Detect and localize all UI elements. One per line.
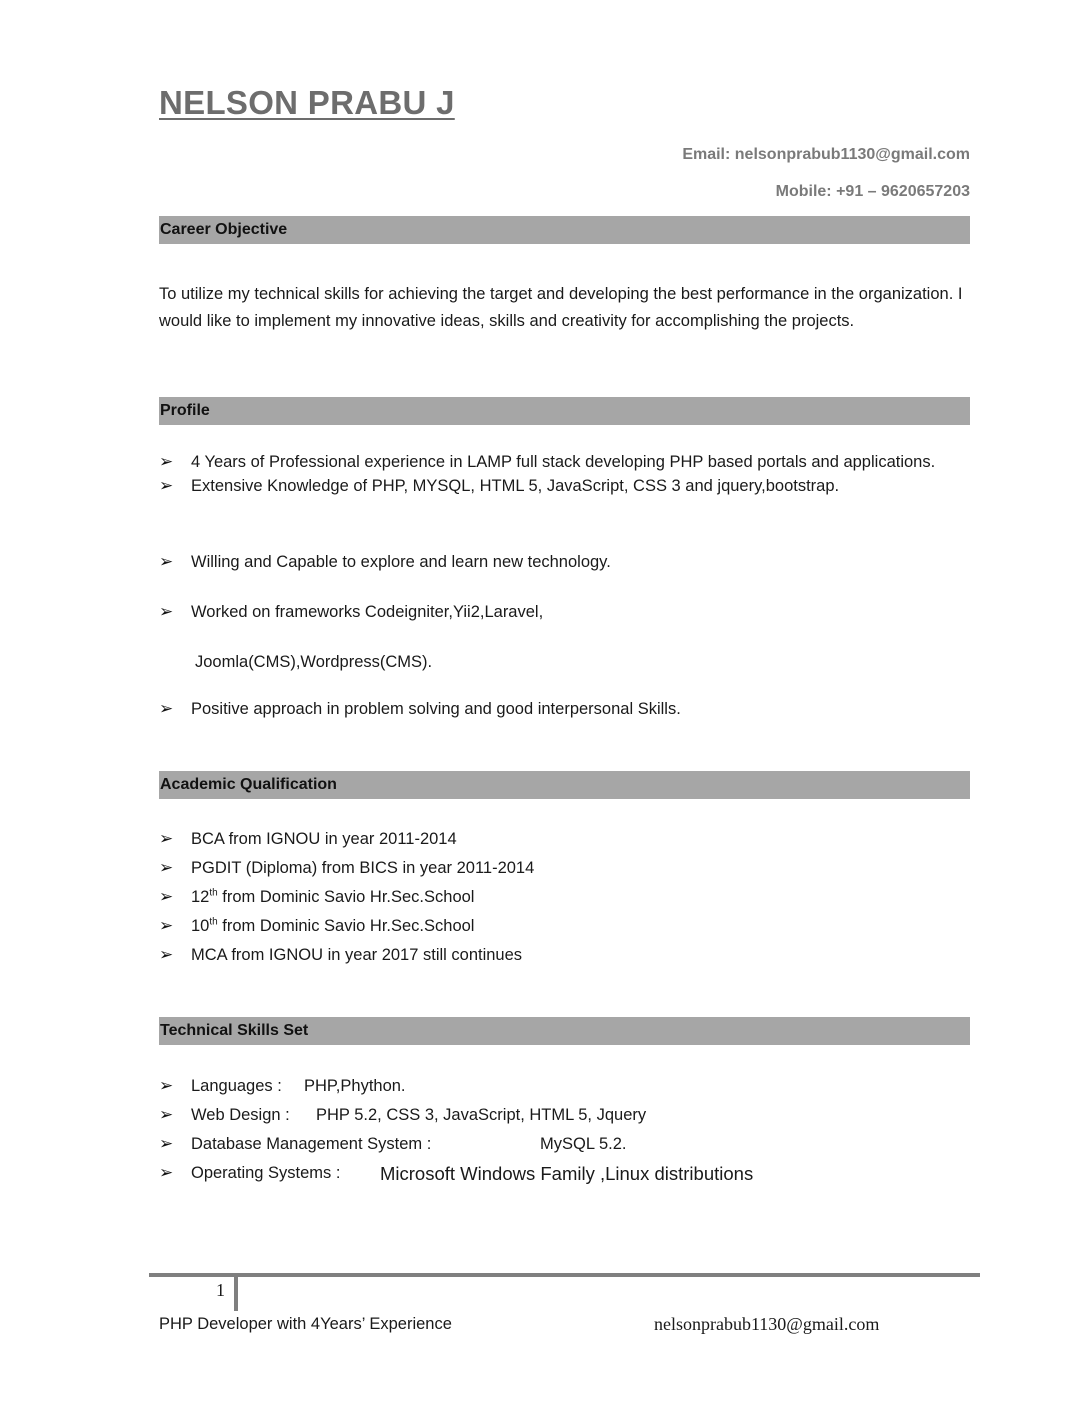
list-item: ➢ Willing and Capable to explore and learn new technology. <box>159 552 611 572</box>
list-item: ➢ Extensive Knowledge of PHP, MYSQL, HTML 5, JavaScript, CSS 3 and jquery,bootstrap. <box>159 476 840 496</box>
section-header-career-objective: Career Objective <box>159 216 970 244</box>
profile-list <box>159 550 970 574</box>
academic-list <box>159 825 970 970</box>
section-header-technical-skills: Technical Skills Set <box>159 1017 970 1045</box>
arrow-bullet-icon: ➢ <box>159 1163 174 1183</box>
list-item <box>159 1072 970 1101</box>
list-item: ➢ Positive approach in problem solving and good interpersonal Skills. <box>159 699 681 719</box>
skill-value: MySQL 5.2. <box>540 1135 627 1153</box>
skill-value: Microsoft Windows Family ,Linux distributions <box>380 1163 754 1184</box>
profile-list <box>159 697 970 721</box>
arrow-bullet-icon: ➢ <box>159 829 174 849</box>
list-item <box>159 1159 970 1188</box>
footer-title: PHP Developer with 4Years’ Experience <box>159 1315 452 1333</box>
arrow-bullet-icon: ➢ <box>159 602 174 622</box>
arrow-bullet-icon: ➢ <box>159 452 174 472</box>
list-item: ➢ PGDIT (Diploma) from BICS in year 2011-2014 <box>159 854 970 883</box>
profile-list <box>159 600 970 624</box>
arrow-bullet-icon: ➢ <box>159 945 174 965</box>
skill-value: PHP 5.2, CSS 3, JavaScript, HTML 5, Jquery <box>316 1106 647 1124</box>
contact-email: Email: nelsonprabub1130@gmail.com <box>682 146 970 163</box>
arrow-bullet-icon: ➢ <box>159 552 174 572</box>
list-item: ➢ BCA from IGNOU in year 2011-2014 <box>159 825 970 854</box>
arrow-bullet-icon: ➢ <box>159 887 174 907</box>
profile-list <box>159 450 970 498</box>
skill-value: PHP,Phython. <box>304 1077 406 1095</box>
arrow-bullet-icon: ➢ <box>159 1134 174 1154</box>
career-objective-text: To utilize my technical skills for achieving the target and developing the best performance in the organization. I would like to implement my innovative ideas, skills and creativity for accomplishing the projects. <box>159 285 963 330</box>
arrow-bullet-icon: ➢ <box>159 858 174 878</box>
profile-continuation: Joomla(CMS),Wordpress(CMS). <box>195 653 433 671</box>
list-item: ➢ 4 Years of Professional experience in LAMP full stack developing PHP based portals and applications. <box>159 452 936 472</box>
arrow-bullet-icon: ➢ <box>159 916 174 936</box>
skills-list <box>159 1072 970 1188</box>
page-number: 1 <box>216 1280 225 1300</box>
section-header-academic: Academic Qualification <box>159 771 970 799</box>
contact-mobile: Mobile: +91 – 9620657203 <box>775 183 970 200</box>
footer-rule <box>149 1273 980 1277</box>
list-item <box>159 1130 970 1159</box>
list-item: ➢ 10th from Dominic Savio Hr.Sec.School <box>159 912 970 941</box>
footer-email: nelsonprabub1130@gmail.com <box>654 1314 880 1334</box>
footer-divider <box>234 1273 238 1311</box>
list-item: ➢ Worked on frameworks Codeigniter,Yii2,Laravel, <box>159 602 544 622</box>
candidate-name: NELSON PRABU J <box>159 84 455 121</box>
arrow-bullet-icon: ➢ <box>159 1076 174 1096</box>
skill-label: Web Design : <box>191 1106 290 1124</box>
list-item: ➢ MCA from IGNOU in year 2017 still continues <box>159 941 970 970</box>
skill-label: Languages : <box>191 1077 282 1095</box>
section-header-profile: Profile <box>159 397 970 425</box>
skill-label: Operating Systems : <box>191 1164 341 1182</box>
arrow-bullet-icon: ➢ <box>159 476 174 496</box>
list-item <box>159 1101 970 1130</box>
list-item: ➢ 12th from Dominic Savio Hr.Sec.School <box>159 883 970 912</box>
arrow-bullet-icon: ➢ <box>159 1105 174 1125</box>
skill-label: Database Management System : <box>191 1135 432 1153</box>
arrow-bullet-icon: ➢ <box>159 699 174 719</box>
